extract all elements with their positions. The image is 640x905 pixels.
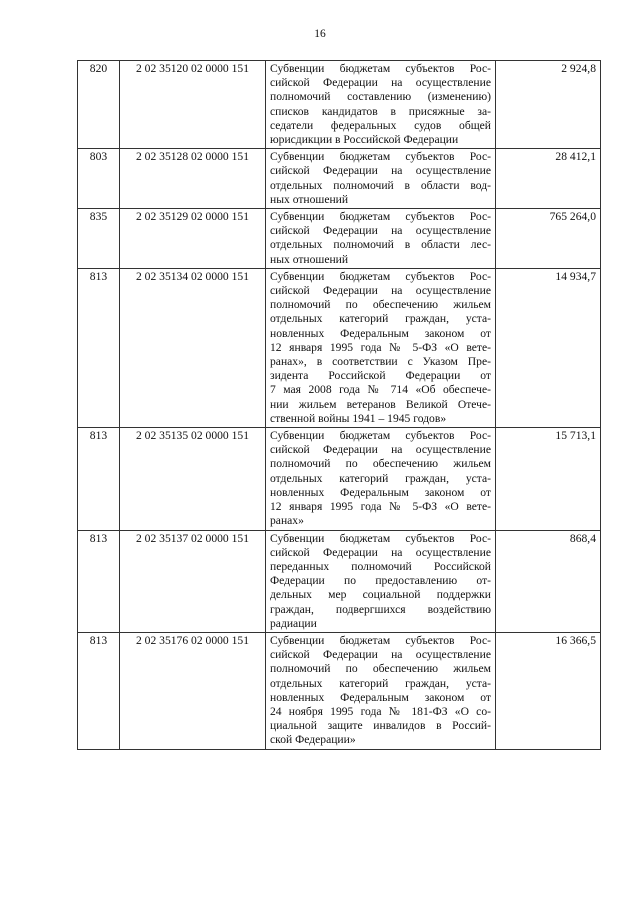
page-number: 16 (314, 28, 326, 40)
description-line: ных отношений (270, 252, 349, 266)
description-line: 12 января 1995 года № 5-ФЗ «О вете- (270, 340, 491, 354)
description-line: отдельных полномочий в области лес- (270, 238, 491, 252)
description-cell (266, 530, 496, 632)
description-line: Субвенции бюджетам субъектов Рос- (270, 210, 491, 224)
description-line: полномочий по обеспечению жильем (270, 457, 491, 471)
description-line: отдельных полномочий в области вод- (270, 178, 491, 192)
description-cell (266, 149, 496, 209)
description-line: граждан, подвергшихся воздействию (270, 602, 491, 616)
description-line: переданных полномочий Российской (270, 559, 491, 573)
description-line: Субвенции бюджетам субъектов Рос- (270, 531, 491, 545)
table-row (78, 428, 601, 530)
description-line: сийской Федерации на осуществление (270, 224, 491, 238)
description-line: полномочий по обеспечению жильем (270, 662, 491, 676)
description-line: Субвенции бюджетам субъектов Рос- (270, 62, 491, 75)
amount-cell: 868,4 (496, 530, 601, 632)
table-row (78, 61, 601, 149)
description-cell (266, 61, 496, 149)
admin-code-cell: 813 (78, 268, 120, 427)
description-line: Субвенции бюджетам субъектов Рос- (270, 150, 491, 164)
table-row (78, 149, 601, 209)
description-line: сийской Федерации на осуществление (270, 284, 491, 298)
admin-code-cell: 813 (78, 428, 120, 530)
description-line: юрисдикции в Российской Федерации (270, 133, 459, 147)
amount-cell: 14 934,7 (496, 268, 601, 427)
amount-cell: 16 366,5 (496, 632, 601, 749)
table-row (78, 268, 601, 427)
description-line: отдельных категорий граждан, уста- (270, 676, 491, 690)
description-line: полномочий составлению (изменению) (270, 90, 491, 104)
table-row (78, 209, 601, 269)
description-cell (266, 632, 496, 749)
budget-code-cell: 2 02 35134 02 0000 151 (120, 268, 266, 427)
description-line: списков кандидатов в присяжные за- (270, 104, 491, 118)
description-line: ранах», в соответствии с Указом Пре- (270, 355, 491, 369)
admin-code-cell: 835 (78, 209, 120, 269)
description-line: сийской Федерации на осуществление (270, 76, 491, 90)
description-line: зидента Российской Федерации от (270, 369, 491, 383)
budget-table-body (78, 61, 601, 750)
amount-cell: 2 924,8 (496, 61, 601, 149)
budget-table (77, 60, 601, 750)
description-line: седатели федеральных судов общей (270, 118, 491, 132)
description-line: сийской Федерации на осуществление (270, 545, 491, 559)
admin-code-cell: 813 (78, 632, 120, 749)
admin-code-cell: 813 (78, 530, 120, 632)
description-line: полномочий по обеспечению жильем (270, 298, 491, 312)
budget-code-cell: 2 02 35120 02 0000 151 (120, 61, 266, 149)
admin-code-cell: 820 (78, 61, 120, 149)
budget-code-cell: 2 02 35128 02 0000 151 (120, 149, 266, 209)
description-line: сийской Федерации на осуществление (270, 648, 491, 662)
budget-code-cell: 2 02 35176 02 0000 151 (120, 632, 266, 749)
description-line: сийской Федерации на осуществление (270, 164, 491, 178)
table-row (78, 530, 601, 632)
description-line: Субвенции бюджетам субъектов Рос- (270, 633, 491, 647)
description-line: дельных мер социальной поддержки (270, 588, 491, 602)
description-line: Субвенции бюджетам субъектов Рос- (270, 429, 491, 443)
description-line: радиации (270, 616, 317, 630)
description-line: отдельных категорий граждан, уста- (270, 471, 491, 485)
description-line: новленных Федеральным законом от (270, 485, 491, 499)
budget-code-cell: 2 02 35135 02 0000 151 (120, 428, 266, 530)
description-line: ных отношений (270, 192, 349, 206)
description-line: сийской Федерации на осуществление (270, 443, 491, 457)
budget-code-cell: 2 02 35129 02 0000 151 (120, 209, 266, 269)
description-line: ственной войны 1941 – 1945 годов» (270, 411, 447, 425)
description-cell (266, 428, 496, 530)
description-line: новленных Федеральным законом от (270, 690, 491, 704)
description-line: ской Федерации» (270, 733, 356, 747)
amount-cell: 28 412,1 (496, 149, 601, 209)
description-line: новленных Федеральным законом от (270, 326, 491, 340)
description-line: циальной защите инвалидов в Россий- (270, 719, 491, 733)
description-line: отдельных категорий граждан, уста- (270, 312, 491, 326)
description-line: ранах» (270, 514, 304, 528)
description-line: 12 января 1995 года № 5-ФЗ «О вете- (270, 500, 491, 514)
description-line: 7 мая 2008 года № 714 «Об обеспече- (270, 383, 491, 397)
description-cell (266, 209, 496, 269)
description-cell (266, 268, 496, 427)
budget-code-cell: 2 02 35137 02 0000 151 (120, 530, 266, 632)
description-line: Субвенции бюджетам субъектов Рос- (270, 269, 491, 283)
amount-cell: 15 713,1 (496, 428, 601, 530)
table-row (78, 632, 601, 749)
description-line: 24 ноября 1995 года № 181-ФЗ «О со- (270, 704, 491, 718)
description-line: Федерации по предоставлению от- (270, 574, 491, 588)
admin-code-cell: 803 (78, 149, 120, 209)
description-line: нии жильем ветеранов Великой Отече- (270, 397, 491, 411)
amount-cell: 765 264,0 (496, 209, 601, 269)
